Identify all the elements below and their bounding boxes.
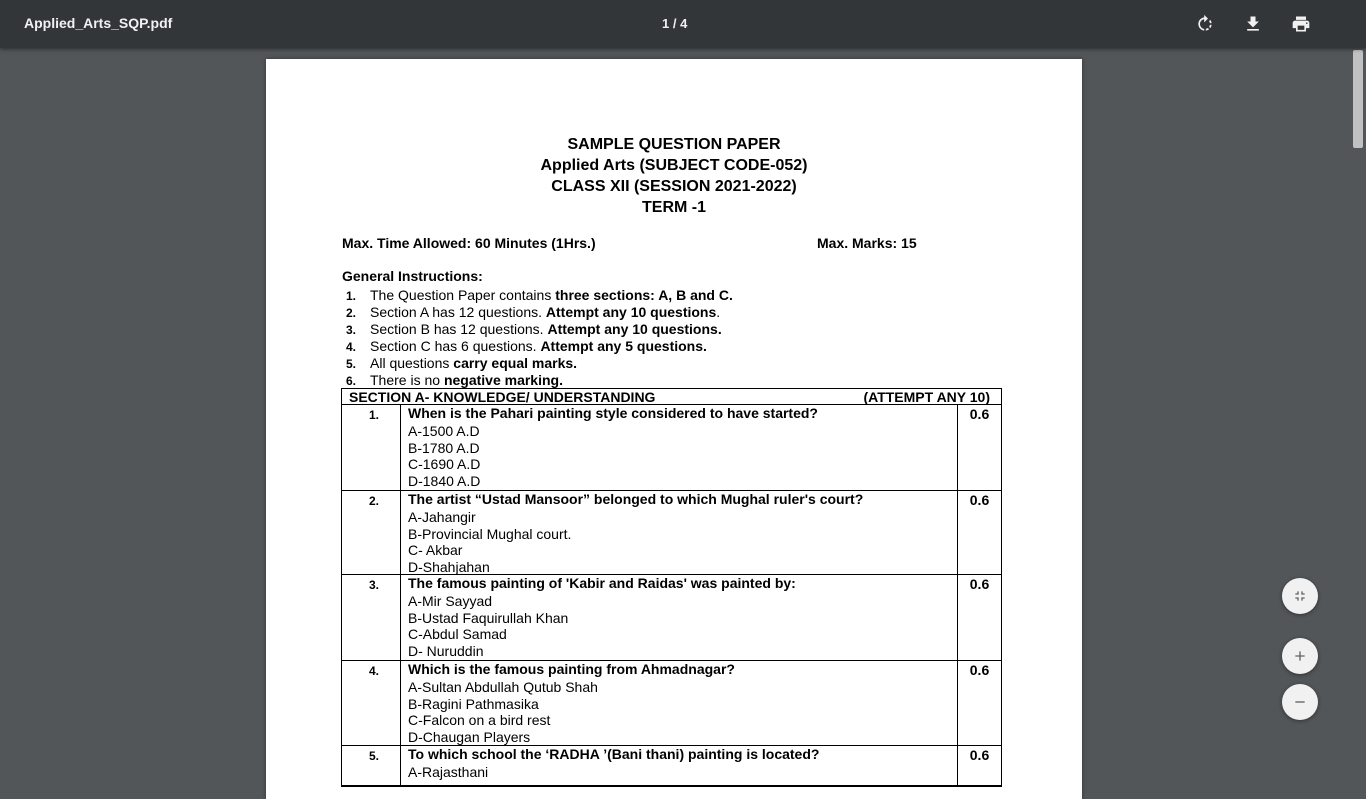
instruction-tail: .: [716, 304, 721, 320]
instruction-number: 2.: [346, 306, 357, 320]
instructions-title: General Instructions:: [342, 268, 483, 284]
question-marks: 0.6: [957, 405, 1001, 490]
scrollbar-thumb[interactable]: [1353, 50, 1363, 148]
question-option: C-Abdul Samad: [408, 626, 507, 643]
instruction-bold: negative marking.: [443, 372, 563, 388]
section-attempt: (ATTEMPT ANY 10): [863, 389, 990, 405]
question-option: D-Shahjahan: [408, 558, 490, 575]
file-name: Applied_Arts_SQP.pdf: [24, 15, 173, 31]
pdf-toolbar: [0, 0, 1366, 48]
instruction-number: 4.: [346, 340, 357, 354]
question-row: [342, 405, 1001, 491]
question-marks: 0.6: [957, 575, 1001, 660]
instruction-number: 3.: [346, 323, 357, 337]
question-option: C- Akbar: [408, 542, 463, 559]
instruction-item: [342, 321, 722, 337]
pdf-page: [266, 59, 1082, 799]
section-header: [342, 389, 1001, 405]
question-option: A-1500 A.D: [408, 423, 480, 439]
zoom-in-button[interactable]: [1282, 638, 1318, 674]
fit-page-button[interactable]: [1282, 578, 1318, 614]
zoom-out-button[interactable]: [1282, 684, 1318, 720]
rotate-icon: [1195, 14, 1215, 34]
question-option: D- Nuruddin: [408, 642, 484, 659]
question-table: [341, 388, 1002, 787]
max-marks: Max. Marks: 15: [817, 235, 917, 251]
download-button[interactable]: [1237, 8, 1269, 40]
question-body: [408, 661, 1001, 745]
question-option: B-Ragini Pathmasika: [408, 695, 539, 712]
instruction-bold: Attempt any 10 questions.: [547, 321, 722, 337]
subject-line: Applied Arts (SUBJECT CODE-052): [540, 157, 808, 174]
instruction-item: [342, 338, 707, 354]
max-time: Max. Time Allowed: 60 Minutes (1Hrs.): [342, 235, 596, 251]
question-marks: 0.6: [957, 661, 1001, 745]
question-body: [408, 491, 1001, 575]
page-indicator[interactable]: 1 / 4: [662, 16, 688, 31]
question-text: To which school the ‘RADHA ’(Bani thani) painting is located?: [408, 746, 820, 762]
instruction-bold: Attempt any 5 questions.: [540, 338, 707, 354]
print-button[interactable]: [1285, 8, 1317, 40]
instruction-text: The Question Paper contains: [370, 287, 556, 303]
question-body: [408, 746, 1001, 781]
question-text: The artist “Ustad Mansoor” belonged to which Mughal ruler's court?: [408, 491, 864, 507]
instruction-text: All questions: [370, 355, 454, 371]
instruction-text: Section A has 12 questions.: [370, 304, 546, 320]
question-text: The famous painting of 'Kabir and Raidas' was painted by:: [408, 575, 796, 591]
instruction-item: [342, 304, 720, 320]
question-text: When is the Pahari painting style considered to have started?: [408, 405, 818, 421]
question-row: [342, 746, 1001, 786]
instruction-number: 5.: [346, 357, 357, 371]
question-number: 2.: [342, 491, 401, 574]
question-option: D-1840 A.D: [408, 472, 481, 489]
section-title: SECTION A- KNOWLEDGE/ UNDERSTANDING: [349, 389, 656, 405]
question-option: C-Falcon on a bird rest: [408, 712, 551, 729]
print-icon: [1291, 14, 1311, 34]
instruction-item: [342, 372, 563, 388]
instruction-text: Section B has 12 questions.: [370, 321, 548, 337]
question-option: B-Ustad Faquirullah Khan: [408, 609, 569, 626]
term-line: TERM -1: [642, 199, 706, 216]
question-text: Which is the famous painting from Ahmadnagar?: [408, 661, 735, 677]
question-number: 1.: [342, 405, 401, 490]
class-line: CLASS XII (SESSION 2021-2022): [551, 178, 797, 195]
question-option: A-Jahangir: [408, 509, 476, 525]
paper-title: SAMPLE QUESTION PAPER: [567, 136, 781, 153]
question-row: [342, 575, 1001, 661]
instruction-number: 6.: [346, 374, 357, 388]
instruction-bold: carry equal marks.: [453, 355, 578, 371]
question-body: [408, 405, 1001, 489]
question-option: A-Sultan Abdullah Qutub Shah: [408, 679, 598, 695]
zoom-in-icon: [1292, 648, 1308, 664]
fit-page-icon: [1292, 588, 1308, 604]
question-option: C-1690 A.D: [408, 456, 481, 473]
zoom-out-icon: [1292, 694, 1308, 710]
instruction-bold: Attempt any 10 questions: [545, 304, 717, 320]
question-row: [342, 491, 1001, 575]
question-option: A-Mir Sayyad: [408, 593, 493, 609]
question-option: B-Provincial Mughal court.: [408, 525, 572, 542]
question-row: [342, 661, 1001, 746]
vertical-scrollbar[interactable]: [1350, 48, 1366, 768]
question-option: B-1780 A.D: [408, 439, 480, 456]
question-option: A-Rajasthani: [408, 764, 489, 780]
question-marks: 0.6: [957, 746, 1001, 785]
instruction-text: Section C has 6 questions.: [370, 338, 541, 354]
instruction-item: [342, 287, 733, 303]
instruction-text: There is no: [370, 372, 444, 388]
instruction-item: [342, 355, 577, 371]
question-option: D-Chaugan Players: [408, 728, 531, 745]
rotate-button[interactable]: [1189, 8, 1221, 40]
question-number: 5.: [342, 746, 401, 785]
download-icon: [1243, 14, 1263, 34]
question-number: 3.: [342, 575, 401, 660]
instruction-bold: three sections: A, B and C.: [555, 287, 733, 303]
question-marks: 0.6: [957, 491, 1001, 574]
question-number: 4.: [342, 661, 401, 745]
question-body: [408, 575, 1001, 659]
instruction-number: 1.: [346, 289, 357, 303]
